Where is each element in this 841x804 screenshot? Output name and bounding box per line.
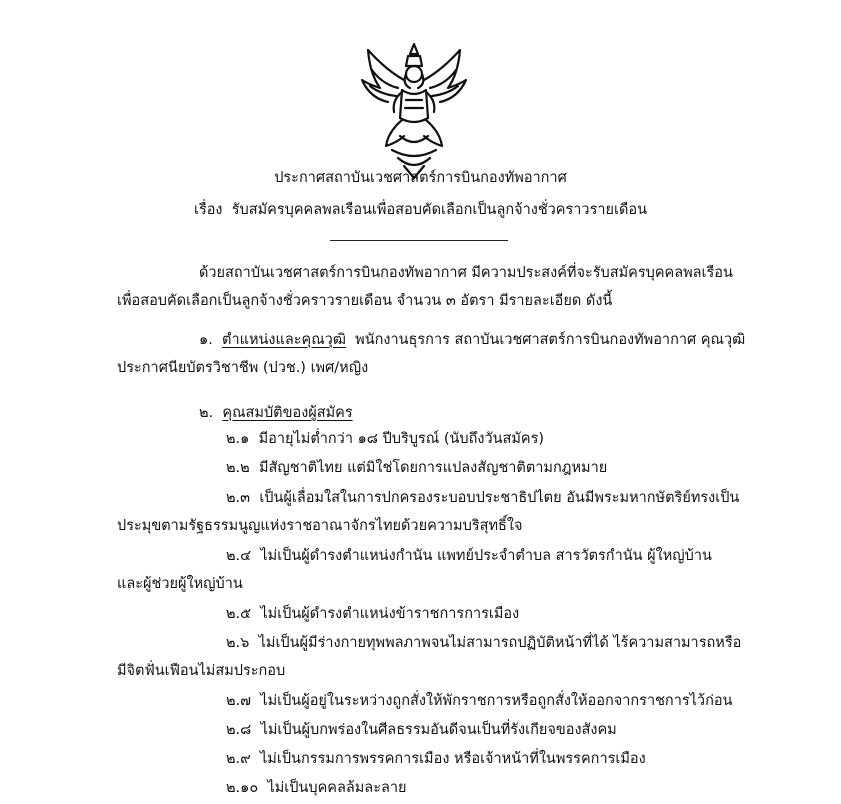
item-text: ไม่เป็นกรรมการพรรคการเมือง หรือเจ้าหน้าที่ในพรรคการเมือง: [260, 751, 646, 767]
item-number: ๒.๓: [226, 490, 251, 506]
section-1-line-1: [199, 330, 745, 350]
item-text: มีอายุไม่ต่ำกว่า ๑๘ ปีบริบูรณ์ (นับถึงวันสมัคร): [258, 431, 545, 447]
item-number: ๒.๑: [226, 431, 250, 447]
item-text: ไม่เป็นผู้มีร่างกายทุพพลภาพจนไม่สามารถปฏิบัติหน้าที่ได้ ไร้ความสามารถหรือ: [258, 635, 742, 651]
announcement-title: ประกาศสถาบันเวชศาสตร์การบินกองทัพอากาศ: [274, 170, 567, 186]
item-number: ๒.๑๐: [226, 780, 259, 796]
section-2-heading-line: [199, 403, 353, 423]
item-number: ๒.๕: [226, 606, 252, 622]
qualification-item: [226, 691, 732, 711]
section-1-heading: ตำแหน่งและคุณวุฒิ: [222, 332, 346, 348]
item-number: ๒.๗: [226, 693, 252, 709]
item-number: ๒.๖: [226, 635, 250, 651]
subject-text: รับสมัครบุคคลพลเรือนเพื่อสอบคัดเลือกเป็นลูกจ้างชั่วคราวรายเดือน: [231, 202, 647, 218]
qualification-item-continuation: และผู้ช่วยผู้ใหญ่บ้าน: [117, 576, 243, 592]
item-text: ไม่เป็นผู้ดำรงตำแหน่งกำนัน แพทย์ประจำตำบล สารวัตรกำนัน ผู้ใหญ่บ้าน: [260, 548, 712, 564]
qualification-item: [226, 488, 739, 508]
garuda-emblem-icon: [358, 40, 470, 180]
intro-line-1: ด้วยสถาบันเวชศาสตร์การบินกองทัพอากาศ มีความประสงค์ที่จะรับสมัครบุคคลพลเรือน: [199, 265, 733, 281]
intro-line-2: เพื่อสอบคัดเลือกเป็นลูกจ้างชั่วคราวรายเดือน จำนวน ๓ อัตรา มีรายละเอียด ดังนี้: [117, 293, 613, 309]
qualification-item: [226, 458, 607, 478]
qualification-item: [226, 429, 544, 449]
qualification-item: [226, 749, 646, 769]
qualification-item-continuation: มีจิตฟั่นเฟือนไม่สมประกอบ: [117, 663, 286, 679]
item-number: ๒.๔: [226, 548, 252, 564]
qualification-item: [226, 604, 519, 624]
item-text: มีสัญชาติไทย แต่มิใช่โดยการแปลงสัญชาติตามกฎหมาย: [258, 460, 608, 476]
item-text: ไม่เป็นผู้อยู่ในระหว่างถูกสั่งให้พักราชการหรือถูกสั่งให้ออกจากราชการไว้ก่อน: [260, 693, 733, 709]
item-text: ไม่เป็นผู้บกพร่องในศีลธรรมอันดีจนเป็นที่รังเกียจของสังคม: [260, 722, 617, 738]
qualification-item-continuation: ประมุขตามรัฐธรรมนูญแห่งราชอาณาจักรไทยด้วยความบริสุทธิ์ใจ: [117, 518, 523, 534]
subject-label: เรื่อง: [193, 202, 223, 218]
item-number: ๒.๘: [226, 722, 252, 738]
section-2-number: ๒.: [199, 405, 214, 421]
title-divider: [330, 240, 508, 241]
section-1-number: ๑.: [199, 332, 213, 348]
item-number: ๒.๙: [226, 751, 251, 767]
item-number: ๒.๒: [226, 460, 250, 476]
section-1-line-2: ประกาศนียบัตรวิชาชีพ (ปวช.) เพศ/หญิง: [117, 360, 369, 376]
qualification-item: [226, 778, 407, 798]
qualification-item: [226, 546, 712, 566]
section-2-heading: คุณสมบัติของผู้สมัคร: [222, 405, 353, 421]
qualification-item: [226, 720, 617, 740]
announcement-subject: [0, 200, 841, 220]
item-text: ไม่เป็นบุคคลล้มละลาย: [267, 780, 407, 796]
item-text: เป็นผู้เลื่อมใสในการปกครองระบอบประชาธิปไตย อันมีพระมหากษัตริย์ทรงเป็น: [259, 490, 740, 506]
section-1-text: พนักงานธุรการ สถาบันเวชศาสตร์การบินกองทัพอากาศ คุณวุฒิ: [355, 332, 746, 348]
item-text: ไม่เป็นผู้ดำรงตำแหน่งข้าราชการการเมือง: [260, 606, 520, 622]
qualification-item: [226, 633, 741, 653]
